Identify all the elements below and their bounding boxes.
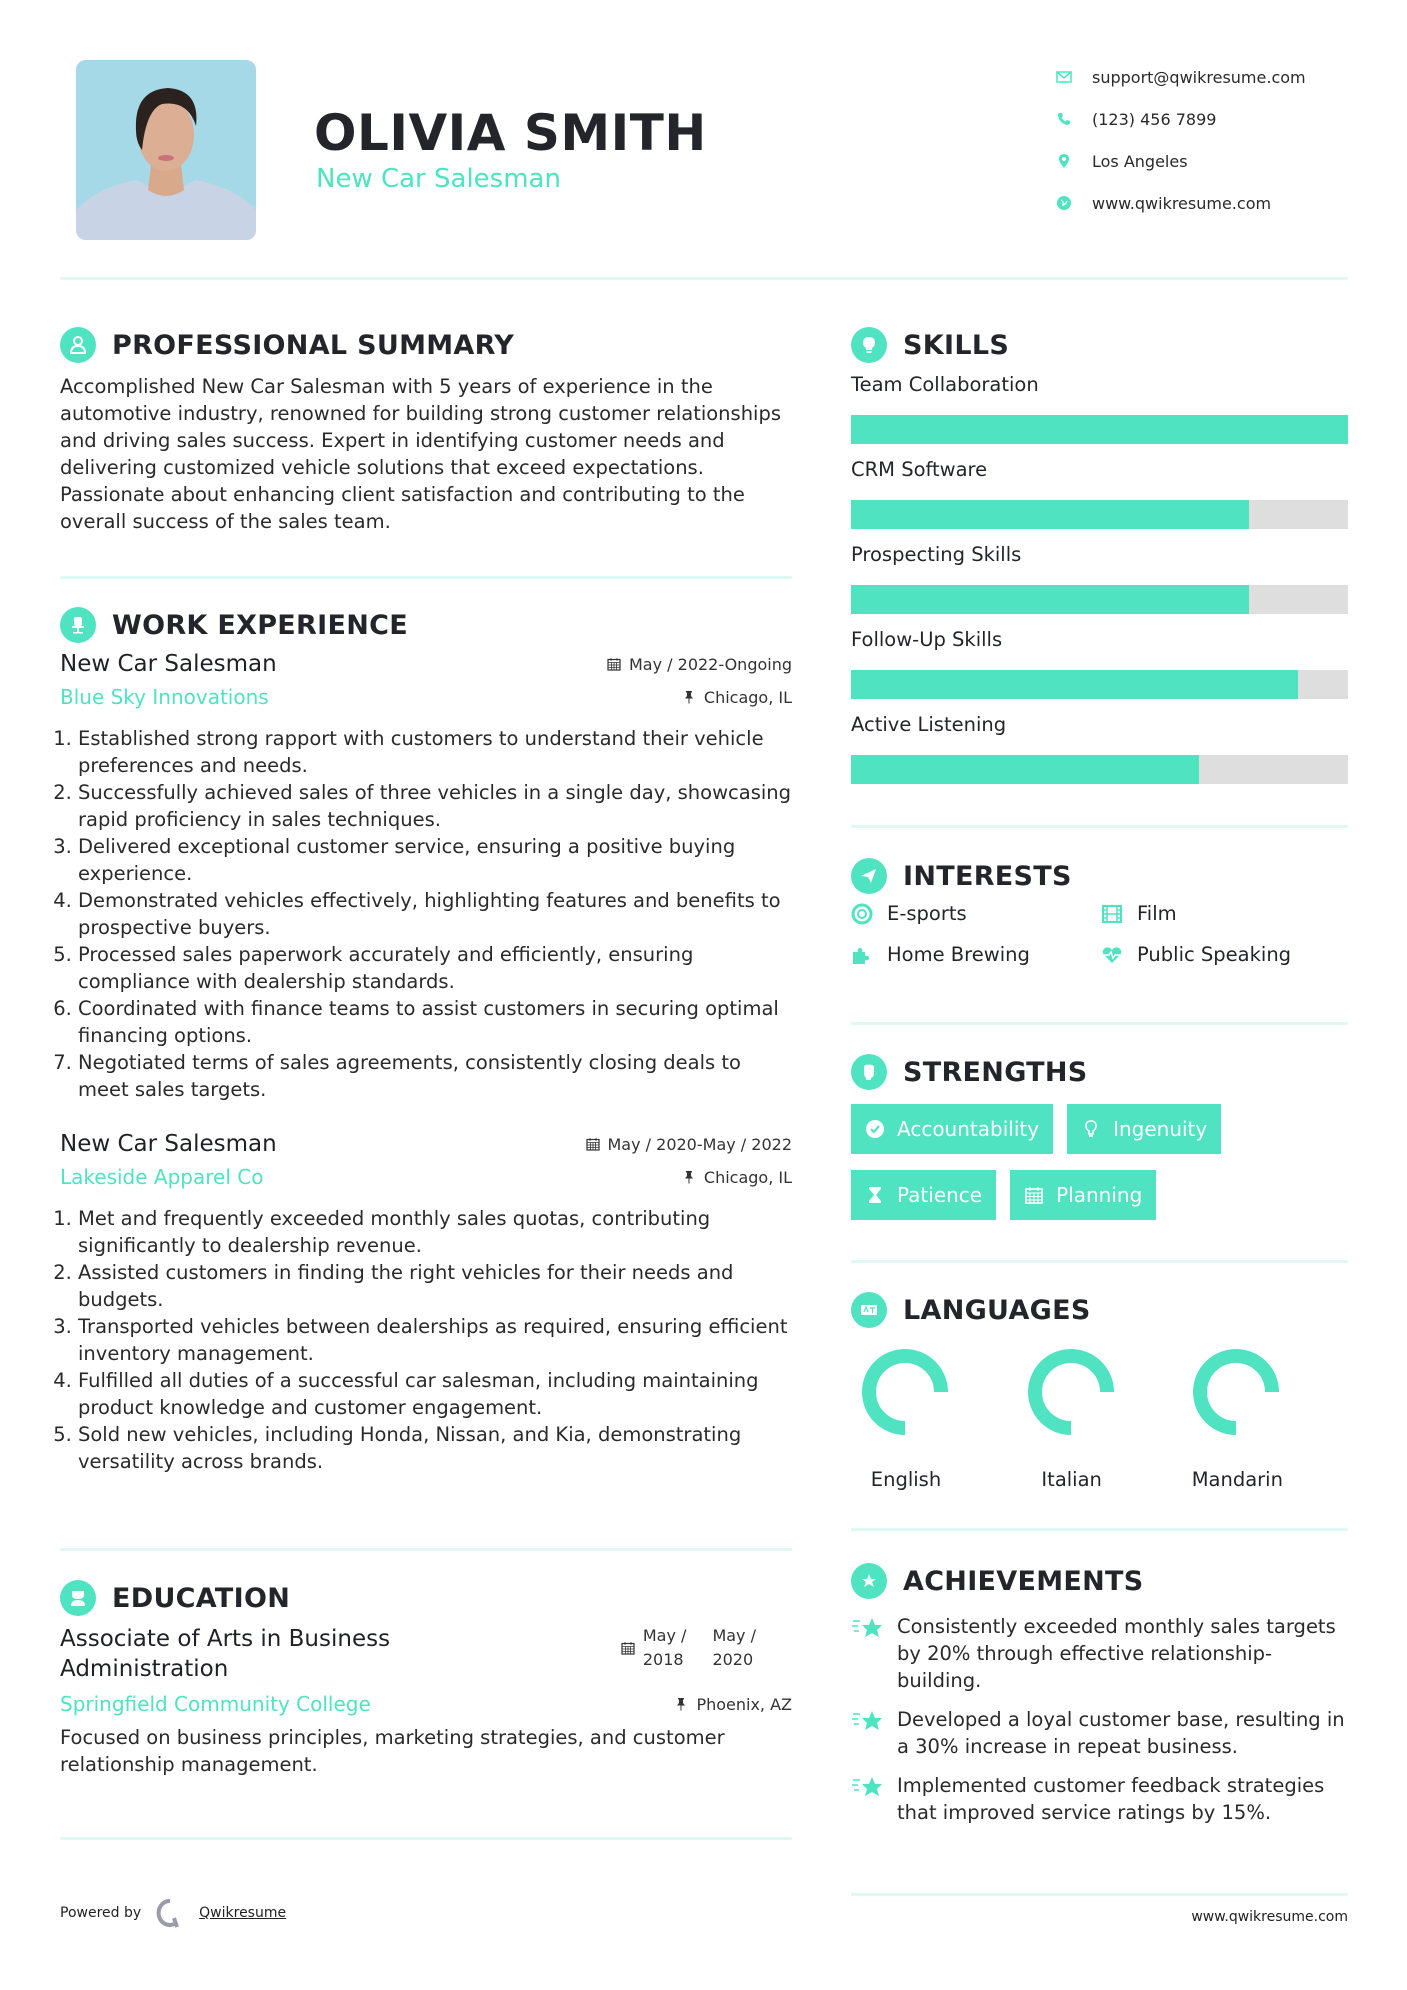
duties-list	[60, 725, 792, 1103]
language-proficiency-ring	[859, 1346, 951, 1438]
job-entry	[60, 1131, 792, 1475]
puzzle-icon	[851, 944, 873, 966]
section-header	[851, 1052, 1348, 1092]
achievements-section	[851, 1561, 1348, 1826]
website-text: www.qwikresume.com	[1092, 193, 1272, 213]
shooting-star-icon	[851, 1615, 885, 1641]
job-title: New Car Salesman	[60, 1131, 277, 1157]
duty-item: 5. Sold new vehicles, including Honda, Nissan, and Kia, demonstrating versatility across brands.	[78, 1421, 792, 1475]
profile-photo	[76, 60, 256, 240]
language-item: English	[851, 1346, 1017, 1491]
duty-item: 1. Met and frequently exceeded monthly sales quotas, contributing significantly to dealership revenue.	[78, 1205, 792, 1259]
duty-item: 7. Negotiated terms of sales agreements, consistently closing deals to meet sales targets.	[78, 1049, 792, 1103]
star-badge-icon	[851, 1563, 887, 1599]
globe-icon	[1056, 195, 1072, 211]
raised-fist-icon	[851, 1054, 887, 1090]
pushpin-icon	[674, 1697, 688, 1711]
skill-item: Follow-Up Skills	[851, 628, 1348, 699]
language-proficiency-ring	[1025, 1346, 1117, 1438]
interests-section	[851, 856, 1348, 966]
calendar-icon	[621, 1641, 635, 1655]
email-text: support@qwikresume.com	[1092, 67, 1306, 87]
lifebuoy-icon	[851, 903, 873, 925]
lightbulb-icon	[851, 327, 887, 363]
shooting-star-icon	[851, 1708, 885, 1734]
language-proficiency-ring	[1190, 1346, 1282, 1438]
duty-item: 3. Transported vehicles between dealerships as required, ensuring efficient inventory management.	[78, 1313, 792, 1367]
header-divider	[60, 277, 1348, 280]
contact-info	[1056, 56, 1306, 224]
duty-item: 2. Assisted customers in finding the right vehicles for their needs and budgets.	[78, 1259, 792, 1313]
contact-website[interactable]	[1056, 182, 1306, 224]
translate-icon	[851, 1292, 887, 1328]
skill-bar	[851, 585, 1348, 614]
section-title: EDUCATION	[112, 1582, 291, 1614]
duties-list	[60, 1205, 792, 1475]
person-portrait-icon	[76, 60, 256, 240]
powered-by: Powered by Qwikresume	[60, 1898, 286, 1928]
skill-item: Active Listening	[851, 713, 1348, 784]
professional-summary-section	[60, 325, 792, 535]
achievements-divider	[851, 1893, 1348, 1896]
interest-item: Film	[1101, 902, 1341, 925]
phone-text: (123) 456 7899	[1092, 109, 1217, 129]
interests-list	[851, 902, 1348, 966]
heartbeat-icon	[1101, 944, 1123, 966]
duty-item: 6. Coordinated with finance teams to assist customers in securing optimal financing options.	[78, 995, 792, 1049]
summary-text: Accomplished New Car Salesman with 5 years of experience in the automotive industry, renowned for building strong customer relationships and driving sales success. Expert in identifying customer needs and delivering customized vehicle solutions that exceed expectations. Passionate about enhancing client satisfaction and contributing to the overall success of the sales team.	[60, 375, 782, 533]
skill-item: Team Collaboration	[851, 373, 1348, 444]
section-title: SKILLS	[903, 329, 1010, 361]
office-chair-icon	[60, 607, 96, 643]
skill-bar	[851, 415, 1348, 444]
phone-icon	[1056, 111, 1072, 127]
paper-plane-icon	[851, 858, 887, 894]
skill-bar	[851, 670, 1348, 699]
company-name: Blue Sky Innovations	[60, 685, 269, 709]
duty-item: 2. Successfully achieved sales of three vehicles in a single day, showcasing rapid proficiency in sales techniques.	[78, 779, 792, 833]
graduate-icon	[60, 1580, 96, 1616]
section-header	[60, 325, 792, 365]
job-location: Chicago, IL	[682, 688, 792, 707]
skills-divider	[851, 825, 1348, 828]
duty-item: 4. Fulfilled all duties of a successful car salesman, including maintaining product knowledge and customer engagement.	[78, 1367, 792, 1421]
job-location: Chicago, IL	[682, 1168, 792, 1187]
section-title: PROFESSIONAL SUMMARY	[112, 329, 515, 361]
qwikresume-logo-icon	[155, 1898, 185, 1928]
languages-divider	[851, 1528, 1348, 1531]
strengths-section	[851, 1052, 1348, 1220]
candidate-title: New Car Salesman	[316, 164, 561, 194]
section-header	[851, 1290, 1348, 1330]
skill-bar	[851, 755, 1348, 784]
envelope-icon	[1056, 69, 1072, 85]
calendar-icon	[586, 1137, 600, 1151]
calendar-icon	[1024, 1185, 1044, 1205]
film-icon	[1101, 903, 1123, 925]
contact-phone[interactable]	[1056, 98, 1306, 140]
school-location: Phoenix, AZ	[674, 1695, 792, 1714]
contact-email[interactable]	[1056, 56, 1306, 98]
education-dates: May / 2018 May / 2020	[621, 1624, 756, 1672]
skill-bar	[851, 500, 1348, 529]
achievement-item: Implemented customer feedback strategies that improved service ratings by 15%.	[851, 1772, 1348, 1826]
location-text: Los Angeles	[1092, 151, 1188, 171]
strength-tag: Patience	[851, 1170, 996, 1220]
strengths-divider	[851, 1260, 1348, 1263]
experience-divider	[60, 1548, 792, 1551]
footer-website[interactable]: www.qwikresume.com	[1191, 1909, 1348, 1925]
interests-divider	[851, 1022, 1348, 1025]
hourglass-icon	[865, 1185, 885, 1205]
section-title: WORK EXPERIENCE	[112, 609, 408, 641]
section-header	[851, 325, 1348, 365]
education-divider	[60, 1837, 792, 1840]
candidate-name: OLIVIA SMITH	[314, 104, 707, 162]
qwikresume-link[interactable]: Qwikresume	[199, 1905, 287, 1921]
strength-tag: Accountability	[851, 1104, 1053, 1154]
section-header	[851, 856, 1348, 896]
languages-list	[851, 1346, 1348, 1491]
check-circle-icon	[865, 1119, 885, 1139]
strength-tag: Ingenuity	[1067, 1104, 1221, 1154]
language-item: Mandarin	[1182, 1346, 1348, 1491]
shooting-star-icon	[851, 1774, 885, 1800]
section-title: STRENGTHS	[903, 1056, 1088, 1088]
duty-item: 5. Processed sales paperwork accurately and efficiently, ensuring compliance with dealership standards.	[78, 941, 792, 995]
work-experience-section	[60, 605, 792, 1475]
contact-location	[1056, 140, 1306, 182]
pushpin-icon	[682, 1170, 696, 1184]
skill-item: CRM Software	[851, 458, 1348, 529]
language-item: Italian	[1017, 1346, 1183, 1491]
education-description: Focused on business principles, marketing strategies, and customer relationship management.	[60, 1726, 725, 1776]
duty-item: 3. Delivered exceptional customer service, ensuring a positive buying experience.	[78, 833, 792, 887]
map-pin-icon	[1056, 153, 1072, 169]
lightbulb-icon	[1081, 1119, 1101, 1139]
calendar-icon	[607, 657, 621, 671]
skill-item: Prospecting Skills	[851, 543, 1348, 614]
section-header	[60, 605, 792, 645]
company-name: Lakeside Apparel Co	[60, 1165, 264, 1189]
interest-item: Public Speaking	[1101, 943, 1341, 966]
summary-divider	[60, 576, 792, 579]
job-title: New Car Salesman	[60, 651, 277, 677]
achievement-item: Consistently exceeded monthly sales targets by 20% through effective relationship-building.	[851, 1613, 1348, 1694]
strength-tag: Planning	[1010, 1170, 1156, 1220]
section-title: INTERESTS	[903, 860, 1072, 892]
job-dates: May / 2022-Ongoing	[607, 655, 792, 674]
languages-section	[851, 1290, 1348, 1491]
skills-section	[851, 325, 1348, 798]
job-entry	[60, 651, 792, 1103]
section-header	[851, 1561, 1348, 1601]
duty-item: 4. Demonstrated vehicles effectively, highlighting features and benefits to prospective buyers.	[78, 887, 792, 941]
pushpin-icon	[682, 690, 696, 704]
interest-item: Home Brewing	[851, 943, 1101, 966]
school-name: Springfield Community College	[60, 1692, 371, 1716]
section-title: LANGUAGES	[903, 1294, 1091, 1326]
achievement-item: Developed a loyal customer base, resulting in a 30% increase in repeat business.	[851, 1706, 1348, 1760]
job-dates: May / 2020-May / 2022	[586, 1135, 793, 1154]
education-section	[60, 1578, 792, 1778]
interest-item: E-sports	[851, 902, 1101, 925]
section-title: ACHIEVEMENTS	[903, 1565, 1144, 1597]
user-icon	[60, 327, 96, 363]
degree-title: Associate of Arts in Business Administration	[60, 1626, 391, 1682]
duty-item: 1. Established strong rapport with customers to understand their vehicle preferences and needs.	[78, 725, 792, 779]
strengths-list	[851, 1104, 1251, 1220]
section-header	[60, 1578, 792, 1618]
